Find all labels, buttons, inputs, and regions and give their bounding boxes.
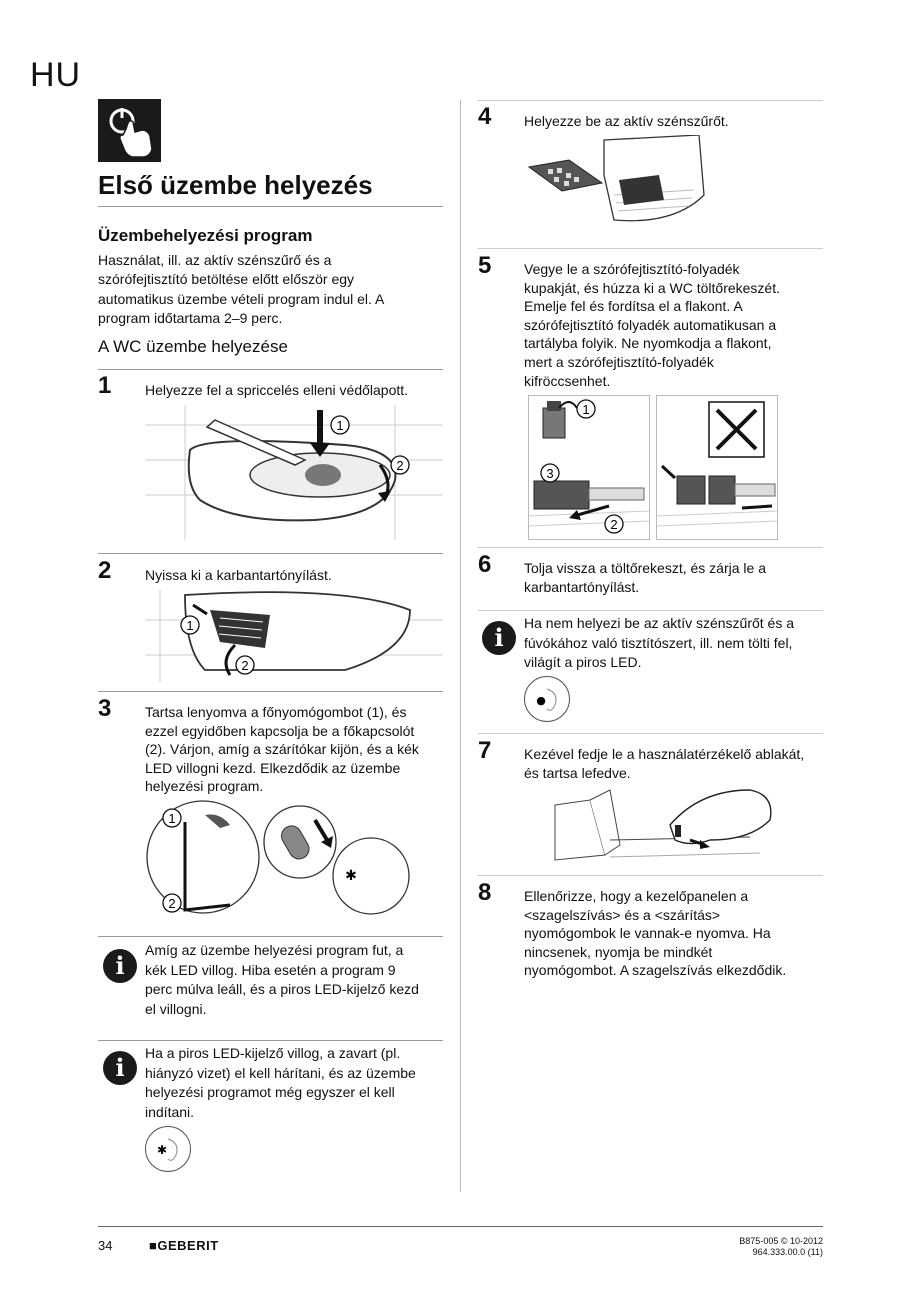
step-rule bbox=[478, 875, 823, 876]
step-number: 3 bbox=[98, 695, 112, 722]
language-code: HU bbox=[30, 56, 82, 94]
info-icon: i bbox=[482, 621, 516, 655]
step-text: Ellenőrizze, hogy a kezelőpanelen a <szagelszívás> és a <szárítás> nyomógombok le vannak-e nyomva. Ha nincsenek, nyomja be mindkét nyomógombot. A szagelszívás elkezdődik. bbox=[524, 888, 787, 979]
section-title: Üzembehelyezési program bbox=[98, 226, 313, 245]
illustration-fill-drawer bbox=[528, 395, 650, 540]
document-reference: B875-005 © 10-2012 964.333.00.0 (11) bbox=[739, 1236, 823, 1257]
step-text: Nyissa ki a karbantartónyílást. bbox=[145, 567, 332, 583]
note-text: Ha a piros LED-kijelző villog, a zavart (pl. hiányzó vizet) el kell hárítani, és az üzembe helyezési programot még egyszer el kell indítani. bbox=[145, 1045, 416, 1120]
illustration-splash-guard bbox=[145, 405, 443, 540]
step-rule bbox=[478, 733, 823, 734]
svg-text:✱: ✱ bbox=[156, 1143, 168, 1157]
column-divider bbox=[460, 100, 461, 1192]
callout-3: 3 bbox=[546, 466, 554, 481]
step-rule bbox=[478, 100, 823, 101]
callout-1: 1 bbox=[168, 811, 176, 826]
touch-hand-icon bbox=[98, 99, 161, 162]
illustration-hand-sensor bbox=[550, 785, 775, 867]
callout-1: 1 bbox=[336, 418, 344, 433]
callout-2: 2 bbox=[396, 458, 404, 473]
step-text: Kezével fedje le a használatérzékelő ablakát, és tartsa lefedve. bbox=[524, 746, 805, 781]
page-number: 34 bbox=[98, 1238, 113, 1253]
info-icon: i bbox=[103, 949, 137, 983]
callout-1: 1 bbox=[582, 402, 590, 417]
step-rule bbox=[98, 553, 443, 554]
intro-paragraph: Használat, ill. az aktív szénszűrő és a szórófejtisztító betöltése előtt először egy automatikus üzembe vételi program indul el. A program időtartama 2–9 perc. bbox=[98, 252, 385, 326]
note-text: Ha nem helyezi be az aktív szénszűrőt és a fúvókához való tisztítószert, ill. nem tölti fel, világít a piros LED. bbox=[524, 615, 795, 670]
step-rule bbox=[478, 547, 823, 548]
led-indicator-icon bbox=[145, 1126, 191, 1172]
step-number: 1 bbox=[98, 372, 112, 399]
step-number: 8 bbox=[478, 879, 492, 906]
step-text: Helyezze be az aktív szénszűrőt. bbox=[524, 113, 729, 129]
step-text: Tolja vissza a töltőrekeszt, és zárja le a karbantartónyílást. bbox=[524, 560, 766, 595]
note-rule bbox=[478, 610, 823, 611]
step-rule bbox=[98, 369, 443, 370]
step-number: 2 bbox=[98, 557, 112, 584]
step-rule bbox=[478, 248, 823, 249]
page-title: Első üzembe helyezés bbox=[98, 170, 373, 200]
callout-2: 2 bbox=[168, 896, 176, 911]
svg-text:●: ● bbox=[536, 694, 546, 707]
step-number: 5 bbox=[478, 252, 492, 279]
note-rule bbox=[98, 1040, 443, 1041]
callout-1: 1 bbox=[186, 618, 194, 633]
illustration-carbon-filter bbox=[524, 135, 714, 230]
step-number: 6 bbox=[478, 551, 492, 578]
step-rule bbox=[98, 691, 443, 692]
note-text: Amíg az üzembe helyezési program fut, a kék LED villog. Hiba esetén a program 9 perc múlva leáll, és a piros LED-kijelző kezd el villogni. bbox=[145, 942, 419, 1017]
subsection-title: A WC üzembe helyezése bbox=[98, 337, 288, 356]
callout-2: 2 bbox=[610, 517, 618, 532]
info-icon: i bbox=[103, 1051, 137, 1085]
illustration-main-switch bbox=[145, 800, 415, 920]
illustration-do-not-squeeze bbox=[656, 395, 778, 540]
step-text: Tartsa lenyomva a főnyomógombot (1), és ezzel egyidőben kapcsolja be a főkapcsolót (2). Várjon, amíg a szárítókar kijön, és a kék LED villogni kezd. Elkezdődik az üzembe helyezési program. bbox=[145, 704, 419, 795]
brand-logo: ■GEBERIT bbox=[149, 1238, 219, 1253]
step-number: 7 bbox=[478, 737, 492, 764]
led-indicator-icon bbox=[524, 676, 570, 722]
step-text: Helyezze fel a spriccelés elleni védőlapott. bbox=[145, 382, 409, 398]
illustration-maintenance-opening bbox=[145, 590, 443, 682]
footer-rule bbox=[98, 1226, 823, 1227]
callout-2: 2 bbox=[241, 658, 249, 673]
svg-text:✱: ✱ bbox=[345, 868, 357, 884]
note-rule bbox=[98, 936, 443, 937]
title-rule bbox=[98, 206, 443, 207]
step-text: Vegye le a szórófejtisztító-folyadék kupakját, és húzza ki a WC töltőrekeszét. Emelje fel és fordítsa el a flakont. A szórófejtisztító folyadék automatikusan a tartályba folyik. Ne nyomkodja a flakont, mert a szórófejtisztító-folyadék kifröccsenhet. bbox=[524, 261, 780, 389]
step-number: 4 bbox=[478, 103, 492, 130]
